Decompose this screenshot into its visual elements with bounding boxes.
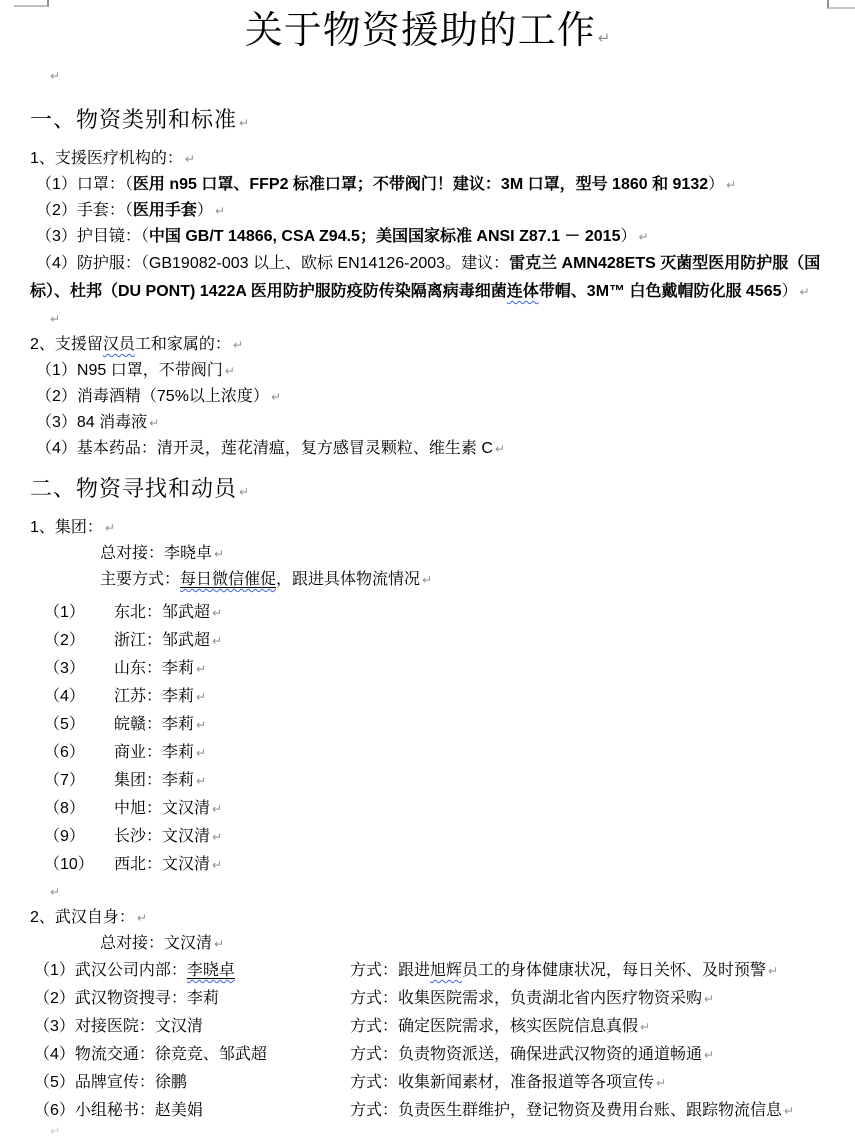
item-text: （2）武汉物资搜寻：李莉 (34, 990, 219, 1007)
paragraph-mark-icon: ↵ (214, 937, 225, 951)
lead-text: 总对接：文汉清 (100, 935, 213, 952)
item-text: 集团：李莉 (114, 772, 195, 789)
paragraph-mark-icon: ↵ (50, 312, 61, 326)
item-text: 西北：文汉清 (114, 856, 211, 873)
paragraph-mark-icon: ↵ (704, 1048, 715, 1062)
item-text-bold-spellcheck: 连体 (506, 283, 539, 300)
paragraph-mark-icon: ↵ (149, 416, 160, 430)
item-text: （2）消毒酒精（75%以上浓度） (36, 388, 269, 405)
item-text: （6）小组秘书：赵美娟 (34, 1102, 203, 1119)
item-number: （9） (44, 828, 85, 845)
section-heading-1 (0, 105, 855, 138)
paragraph-mark-icon: ↵ (232, 338, 243, 352)
paragraph-mark-icon: ↵ (50, 885, 61, 899)
list-item-goggles (0, 224, 855, 250)
assignment-row (0, 1069, 855, 1097)
list-item-masks (0, 172, 855, 198)
lead-text: 总对接：李晓卓 (100, 545, 213, 562)
item-text: 皖赣：李莉 (114, 716, 195, 733)
paragraph-mark-icon: ↵ (768, 964, 779, 978)
item-text: 方式：负责物资派送，确保进武汉物资的通道畅通 (350, 1046, 703, 1063)
subsection-label-text: 工和家属的： (134, 336, 231, 353)
subsection-label-text: 1、支援医疗机构的： (30, 150, 183, 167)
item-text: 长沙：文汉清 (114, 828, 211, 845)
item-text: （4）防护服：（GB19082-003 以上、欧标 EN14126-2003。建议： (36, 255, 510, 272)
assignment-method (350, 1013, 847, 1041)
list-item-region (0, 683, 855, 711)
assignment-role (34, 1013, 350, 1041)
item-text: （1）口罩：（ (36, 176, 133, 193)
item-text: 方式：确定医院需求，核实医院信息真假 (350, 1018, 639, 1035)
list-item-region (0, 823, 855, 851)
list-item-protective-suit (0, 250, 855, 306)
list-item-region (0, 711, 855, 739)
list-item-region (0, 851, 855, 879)
paragraph-mark-icon: ↵ (270, 390, 281, 404)
paragraph-mark-icon: ↵ (212, 858, 223, 872)
paragraph-mark-icon: ↵ (239, 116, 250, 130)
assignment-role (34, 1069, 350, 1097)
item-number: （2） (44, 632, 85, 649)
paragraph-mark-icon: ↵ (640, 1020, 651, 1034)
lead-method-line (0, 567, 855, 593)
paragraph-mark-icon: ↵ (656, 1076, 667, 1090)
paragraph-mark-icon: ↵ (422, 573, 433, 587)
assignment-row (0, 957, 855, 985)
item-text-bold: 医用 n95 口罩、FFP2 标准口罩；不带阀门！建议：3M 口罩，型号 1860 和 9132 (132, 176, 709, 193)
list-item-n95 (0, 358, 855, 384)
item-number: （6） (44, 744, 85, 761)
group-label-wuhan (0, 905, 855, 931)
item-text: 江苏：李莉 (114, 688, 195, 705)
item-text: （1）武汉公司内部： (34, 962, 187, 979)
paragraph-mark-icon: ↵ (50, 1124, 61, 1138)
paragraph-mark-icon: ↵ (784, 1104, 795, 1118)
section-heading-text: 一、物资类别和标准 (30, 107, 238, 132)
item-text: （3）对接医院：文汉清 (34, 1018, 203, 1035)
group-label-jituan (0, 515, 855, 541)
subsection-label-spellcheck: 汉员 (102, 336, 135, 353)
item-text: 浙江：邹武超 (114, 632, 211, 649)
assignment-method (350, 1097, 847, 1125)
assignment-role (34, 1097, 350, 1125)
item-text: ） (781, 283, 798, 300)
item-text: 方式：负责医生群维护，登记物资及费用台账、跟踪物流信息 (350, 1102, 783, 1119)
item-number: （7） (44, 772, 85, 789)
paragraph-mark-icon: ↵ (597, 29, 611, 47)
list-item-region (0, 599, 855, 627)
assignment-role (34, 1041, 350, 1069)
underlined-name (187, 962, 235, 979)
assignment-row (0, 1097, 855, 1125)
list-item-region (0, 767, 855, 795)
assignment-row (0, 985, 855, 1013)
assignment-method (350, 957, 847, 985)
paragraph-mark-icon: ↵ (224, 364, 235, 378)
paragraph-mark-icon: ↵ (494, 442, 505, 456)
document-title (0, 6, 855, 63)
item-number: （4） (44, 688, 85, 705)
assignment-method (350, 985, 847, 1013)
empty-paragraph (0, 63, 855, 89)
empty-paragraph (0, 306, 855, 332)
paragraph-mark-icon: ↵ (196, 690, 207, 704)
assignment-row (0, 1013, 855, 1041)
paragraph-mark-icon: ↵ (212, 634, 223, 648)
item-text: 方式：收集医院需求，负责湖北省内医疗物资采购 (350, 990, 703, 1007)
group-label-text: 2、武汉自身： (30, 909, 135, 926)
list-item-medicine (0, 436, 855, 462)
item-text: ） (620, 228, 637, 245)
paragraph-mark-icon: ↵ (704, 992, 715, 1006)
subsection-label-staff (0, 332, 855, 358)
list-item-region (0, 795, 855, 823)
list-item-alcohol (0, 384, 855, 410)
paragraph-mark-icon: ↵ (212, 802, 223, 816)
item-text: （5）品牌宣传：徐鹏 (34, 1074, 187, 1091)
item-text-bold: 雷克兰 AMN428ETS 灭菌型医用防护服（国标）、杜邦（DU PONT) 1422A 医用防护服防疫防传染隔离病毒细菌 (30, 255, 821, 300)
item-text-bold: 中国 GB/T 14866, CSA Z94.5；美国国家标准 ANSI Z87.1 － 2015 (148, 228, 621, 245)
subsection-label-text: 2、支援留 (30, 336, 103, 353)
group-label-text: 1、集团： (30, 519, 103, 536)
region-contact-list (0, 599, 855, 879)
item-text: 商业：李莉 (114, 744, 195, 761)
underlined-name-spellcheck: 李晓卓 (186, 962, 235, 979)
item-number: （8） (44, 800, 85, 817)
item-number: （1） (44, 604, 85, 621)
underlined-phrase-spellcheck: 每日微信催促 (180, 571, 277, 588)
document-title-text: 关于物资援助的工作 (244, 10, 596, 52)
paragraph-mark-icon: ↵ (239, 485, 250, 499)
list-item-region (0, 627, 855, 655)
cropped-window-fragment-top-right-icon (827, 0, 855, 9)
subsection-label-medical (0, 146, 855, 172)
section-heading-2 (0, 474, 855, 507)
paragraph-mark-icon: ↵ (104, 521, 115, 535)
item-text: 中旭：文汉清 (114, 800, 211, 817)
paragraph-mark-icon: ↵ (196, 746, 207, 760)
item-text: （3）84 消毒液 (36, 414, 148, 431)
assignment-role (34, 957, 350, 985)
item-text-spellcheck: 旭辉 (430, 962, 463, 979)
cropped-window-fragment-top-left-icon (14, 0, 49, 7)
list-item-disinfectant (0, 410, 855, 436)
empty-paragraph (0, 879, 855, 905)
list-item-region (0, 739, 855, 767)
item-text: 员工的身体健康状况，每日关怀、及时预警 (462, 962, 767, 979)
assignment-row (0, 1041, 855, 1069)
item-text: ） (196, 202, 213, 219)
paragraph-mark-icon: ↵ (184, 152, 195, 166)
assignment-method (350, 1069, 847, 1097)
paragraph-mark-icon: ↵ (726, 178, 737, 192)
paragraph-mark-icon: ↵ (196, 718, 207, 732)
item-text: 东北：邹武超 (114, 604, 211, 621)
paragraph-mark-icon: ↵ (196, 774, 207, 788)
paragraph-mark-icon: ↵ (196, 662, 207, 676)
item-text: 方式：跟进 (350, 962, 431, 979)
assignment-method (350, 1041, 847, 1069)
paragraph-mark-icon: ↵ (214, 547, 225, 561)
item-text-bold: 医用手套 (132, 202, 197, 219)
item-text-bold: 带帽、3M™ 白色戴帽防化服 4565 (538, 283, 782, 300)
item-text: （1）N95 口罩，不带阀门 (36, 362, 223, 379)
paragraph-mark-icon: ↵ (638, 230, 649, 244)
paragraph-mark-icon: ↵ (212, 606, 223, 620)
list-item-region (0, 655, 855, 683)
lead-contact-line (0, 931, 855, 957)
item-number: （5） (44, 716, 85, 733)
underlined-phrase (180, 571, 276, 588)
paragraph-mark-icon: ↵ (50, 69, 61, 83)
paragraph-mark-icon: ↵ (799, 285, 810, 299)
assignment-role (34, 985, 350, 1013)
paragraph-mark-icon: ↵ (136, 911, 147, 925)
paragraph-mark-icon: ↵ (212, 830, 223, 844)
item-number: （10） (44, 856, 94, 873)
paragraph-mark-icon: ↵ (214, 204, 225, 218)
item-text: ） (708, 176, 725, 193)
lead-contact-line (0, 541, 855, 567)
lead-text: ，跟进具体物流情况 (276, 571, 421, 588)
section-heading-text: 二、物资寻找和动员 (30, 476, 238, 501)
item-text: 山东：李莉 (114, 660, 195, 677)
item-text: （4）基本药品：清开灵，莲花清瘟，复方感冒灵颗粒、维生素 C (36, 440, 493, 457)
lead-text: 主要方式： (100, 571, 181, 588)
item-number: （3） (44, 660, 85, 677)
item-text: （4）物流交通：徐竞竞、邹武超 (34, 1046, 267, 1063)
item-text: （2）手套：（ (36, 202, 133, 219)
item-text: 方式：收集新闻素材，准备报道等各项宣传 (350, 1074, 655, 1091)
item-text: （3）护目镜：（ (36, 228, 149, 245)
list-item-gloves (0, 198, 855, 224)
